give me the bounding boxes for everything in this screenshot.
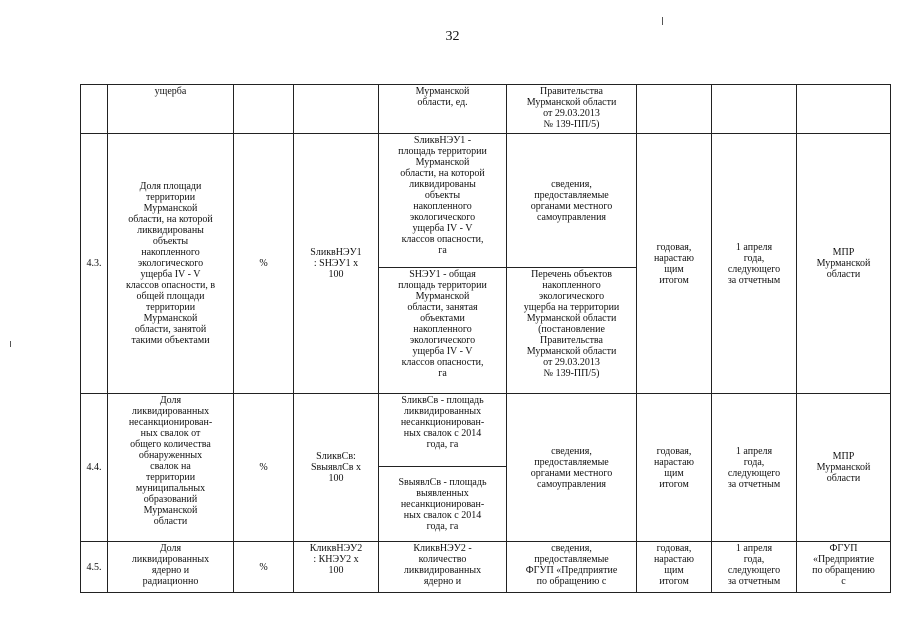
cell-source: сведения, предоставляемые органами местного самоуправления <box>507 394 637 542</box>
cell-unit: % <box>234 542 294 593</box>
cell-deadline: 1 апреля года, следующего за отчетным <box>712 134 797 394</box>
cell-num: 4.4. <box>81 394 108 542</box>
table-row <box>81 85 891 134</box>
cell-formula: SликвНЭУ1 : SНЭУ1 x 100 <box>294 134 379 394</box>
cell-name: Доля площади территории Мурманской области, на которой ликвидированы объекты накопленного экологического ущерба IV - V классов опасности, в общей площади территории Мурманской области, занятой такими объектами <box>108 134 234 394</box>
scan-mark <box>10 341 11 347</box>
page-number: 32 <box>445 29 460 44</box>
cell-deadline <box>712 85 797 134</box>
cell-periodicity: годовая, нарастаю щим итогом <box>637 542 712 593</box>
cell-name: Доля ликвидированных несанкционирован- ных свалок от общего количества обнаруженных свалок на территории муниципальных образований Мурманской области <box>108 394 234 542</box>
cell-unit: % <box>234 134 294 394</box>
cell-periodicity: годовая, нарастаю щим итогом <box>637 394 712 542</box>
cell-formula <box>294 85 379 134</box>
scan-mark <box>662 17 663 25</box>
cell-desc: SвыявлСв - площадь выявленных несанкционирован- ных свалок с 2014 года, га <box>379 467 507 542</box>
cell-desc: Мурманской области, ед. <box>379 85 507 134</box>
cell-deadline: 1 апреля года, следующего за отчетным <box>712 394 797 542</box>
cell-unit: % <box>234 394 294 542</box>
cell-num: 4.3. <box>81 134 108 394</box>
cell-responsible: МПР Мурманской области <box>797 134 891 394</box>
cell-formula: КликвНЭУ2 : КНЭУ2 x 100 <box>294 542 379 593</box>
cell-num: 4.5. <box>81 542 108 593</box>
cell-desc: SНЭУ1 - общая площадь территории Мурманской области, занятая объектами накопленного экологического ущерба IV - V классов опасности, га <box>379 268 507 394</box>
cell-periodicity <box>637 85 712 134</box>
cell-source: Перечень объектов накопленного экологического ущерба на территории Мурманской области (постановление Правительства Мурманской области от 29.03.2013 № 139-ПП/5) <box>507 268 637 394</box>
cell-name: Доля ликвидированных ядерно и радиационно <box>108 542 234 593</box>
indicators-table <box>80 84 891 593</box>
table-row <box>81 134 891 268</box>
cell-source: Правительства Мурманской области от 29.03.2013 № 139-ПП/5) <box>507 85 637 134</box>
table-row <box>81 394 891 467</box>
cell-formula: SликвСв: SвыявлСв x 100 <box>294 394 379 542</box>
cell-source: сведения, предоставляемые органами местного самоуправления <box>507 134 637 268</box>
table-row <box>81 542 891 593</box>
cell-source: сведения, предоставляемые ФГУП «Предприятие по обращению с <box>507 542 637 593</box>
cell-periodicity: годовая, нарастаю щим итогом <box>637 134 712 394</box>
cell-responsible <box>797 85 891 134</box>
cell-num <box>81 85 108 134</box>
cell-name: ущерба <box>108 85 234 134</box>
cell-unit <box>234 85 294 134</box>
cell-desc: КликвНЭУ2 - количество ликвидированных ядерно и <box>379 542 507 593</box>
cell-responsible: МПР Мурманской области <box>797 394 891 542</box>
cell-desc: SликвСв - площадь ликвидированных несанкционирован- ных свалок с 2014 года, га <box>379 394 507 467</box>
cell-desc: SликвНЭУ1 - площадь территории Мурманской области, на которой ликвидированы объекты накопленного экологического ущерба IV - V классов опасности, га <box>379 134 507 268</box>
cell-deadline: 1 апреля года, следующего за отчетным <box>712 542 797 593</box>
cell-responsible: ФГУП «Предприятие по обращению с <box>797 542 891 593</box>
